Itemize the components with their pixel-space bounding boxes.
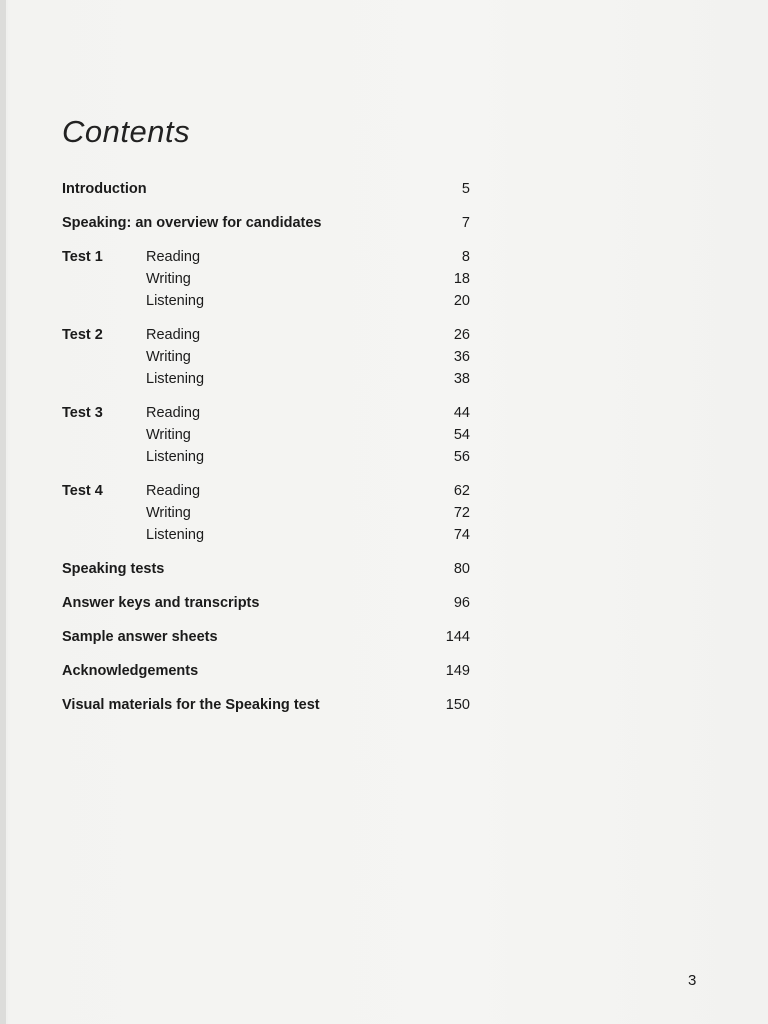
page-number: 3	[688, 972, 697, 989]
toc-entry-page: 8	[461, 249, 470, 265]
toc-section-label: Listening	[146, 293, 205, 309]
toc-entry-label: Speaking: an overview for candidates	[62, 215, 322, 231]
toc-entry-page: 26	[453, 327, 470, 343]
toc-entry-test1-writing[interactable]	[62, 268, 472, 290]
toc-entry-page: 36	[453, 349, 470, 365]
toc-entry-test4-writing[interactable]	[62, 502, 472, 524]
toc-entry-test3-reading[interactable]	[62, 402, 472, 424]
toc-entry-speaking-tests[interactable]	[62, 558, 472, 580]
toc-entry-test4-listening[interactable]	[62, 524, 472, 546]
toc-entry-speaking-overview[interactable]	[62, 212, 472, 234]
toc-entry-page: 44	[453, 405, 470, 421]
toc-entry-answer-keys[interactable]	[62, 592, 472, 614]
toc-section-label: Listening	[146, 527, 205, 543]
toc-section-label: Writing	[146, 271, 191, 287]
toc-section-label: Listening	[146, 449, 205, 465]
toc-entry-page: 20	[453, 293, 470, 309]
toc-entry-test2-writing[interactable]	[62, 346, 472, 368]
toc-entry-test3-listening[interactable]	[62, 446, 472, 468]
toc-entry-page: 54	[453, 427, 470, 443]
toc-entry-sample-answer-sheets[interactable]	[62, 626, 472, 648]
toc-test-label: Test 2	[62, 327, 103, 343]
toc-entry-page: 38	[453, 371, 470, 387]
toc-section-label: Writing	[146, 505, 191, 521]
toc-entry-introduction[interactable]	[62, 178, 472, 200]
toc-entry-test1-reading[interactable]	[62, 246, 472, 268]
toc-entry-label: Acknowledgements	[62, 663, 199, 679]
toc-entry-test2-listening[interactable]	[62, 368, 472, 390]
toc-entry-label: Visual materials for the Speaking test	[62, 697, 320, 713]
toc-entry-page: 144	[445, 629, 470, 645]
toc-test-label: Test 4	[62, 483, 103, 499]
toc-section-label: Reading	[146, 249, 201, 265]
toc-entry-page: 74	[453, 527, 470, 543]
toc-entry-page: 5	[461, 181, 470, 197]
toc-entry-label: Speaking tests	[62, 561, 165, 577]
toc-entry-page: 149	[445, 663, 470, 679]
toc-section-label: Reading	[146, 405, 201, 421]
toc-entry-page: 150	[445, 697, 470, 713]
toc-entry-test4-reading[interactable]	[62, 480, 472, 502]
page-edge-shadow	[0, 0, 6, 1024]
toc-section-label: Writing	[146, 427, 191, 443]
toc-entry-label: Introduction	[62, 181, 147, 197]
toc-test-label: Test 1	[62, 249, 103, 265]
toc-entry-page: 62	[453, 483, 470, 499]
toc-entry-acknowledgements[interactable]	[62, 660, 472, 682]
page-title: Contents	[62, 114, 191, 149]
toc-entry-page: 72	[453, 505, 470, 521]
toc-entry-test3-writing[interactable]	[62, 424, 472, 446]
toc-entry-page: 56	[453, 449, 470, 465]
toc-entry-page: 7	[461, 215, 470, 231]
toc-entry-test1-listening[interactable]	[62, 290, 472, 312]
toc-section-label: Reading	[146, 327, 201, 343]
table-of-contents	[62, 178, 472, 716]
toc-entry-page: 80	[453, 561, 470, 577]
toc-entry-label: Sample answer sheets	[62, 629, 218, 645]
toc-test-label: Test 3	[62, 405, 103, 421]
toc-section-label: Reading	[146, 483, 201, 499]
toc-entry-visual-materials[interactable]	[62, 694, 472, 716]
toc-section-label: Writing	[146, 349, 191, 365]
toc-entry-page: 18	[453, 271, 470, 287]
toc-section-label: Listening	[146, 371, 205, 387]
toc-entry-test2-reading[interactable]	[62, 324, 472, 346]
toc-entry-label: Answer keys and transcripts	[62, 595, 260, 611]
toc-entry-page: 96	[453, 595, 470, 611]
